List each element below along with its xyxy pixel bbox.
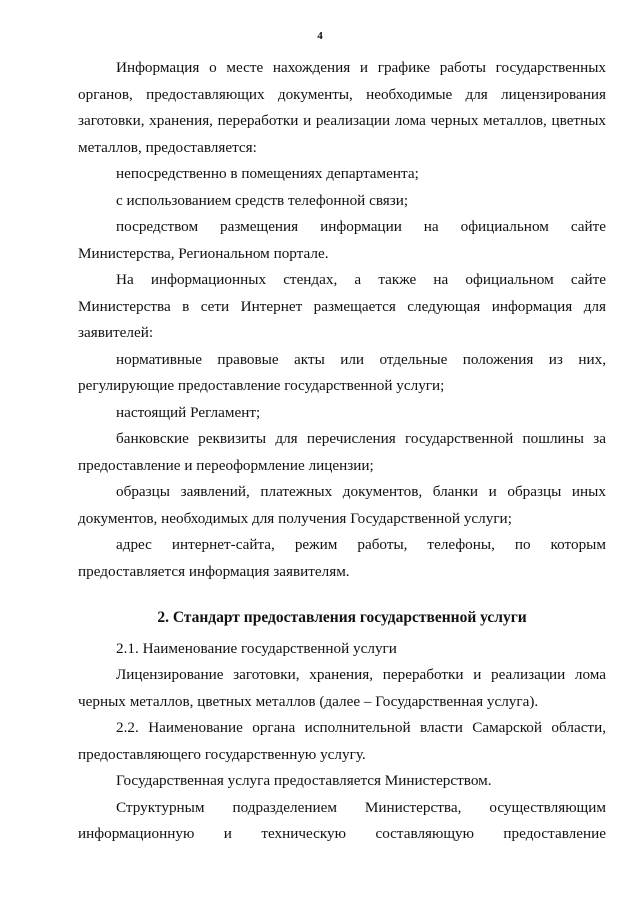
paragraph-location-info: Информация о месте нахождения и графике работы государственных органов, предоставляющих документы, необходимые для лицензирования заготовки, хранения, переработки и реализации лома черных металлов, цветных металлов, предоставляется:: [78, 59, 606, 156]
section-heading: 2. Стандарт предоставления государственной услуги: [157, 609, 527, 626]
list-item-in-premises: непосредственно в помещениях департамента;: [116, 165, 419, 182]
list-item-regulation: настоящий Регламент;: [116, 403, 261, 421]
list-item-bank-details: банковские реквизиты для перечисления государственной пошлины за предоставление и переоформление лицензии;: [78, 430, 606, 474]
list-item-normative-acts: нормативные правовые акты или отдельные положения из них, регулирующие предоставление государственной услуги;: [78, 350, 606, 394]
document-body: [78, 55, 606, 848]
list-item-website-address: адрес интернет-сайта, режим работы, телефоны, по которым предоставляется информация заявителям.: [78, 536, 606, 580]
paragraph-ministry: Государственная услуга предоставляется Министерством.: [116, 772, 492, 789]
subsection-2-2-title: 2.2. Наименование органа исполнительной власти Самарской области, предоставляющего государственную услугу.: [78, 719, 606, 763]
page-number: 4: [317, 30, 323, 42]
list-item-website: посредством размещения информации на официальном сайте Министерства, Региональном портале.: [78, 218, 606, 262]
list-item-sample-forms: образцы заявлений, платежных документов, бланки и образцы иных документов, необходимых для получения Государственной услуги;: [78, 483, 606, 527]
subsection-2-1-title: 2.1. Наименование государственной услуги: [116, 639, 397, 657]
paragraph-info-stands: На информационных стендах, а также на официальном сайте Министерства в сети Интернет размещается следующая информация для заявителей:: [78, 271, 606, 341]
paragraph-service-name: Лицензирование заготовки, хранения, переработки и реализации лома черных металлов, цветных металлов (далее – Государственная услуга).: [78, 666, 606, 710]
paragraph-structural-unit: Структурным подразделением Министерства, осуществляющим информационную и техническую составляющую предоставление: [78, 798, 606, 842]
list-item-phone: с использованием средств телефонной связи;: [116, 191, 409, 209]
